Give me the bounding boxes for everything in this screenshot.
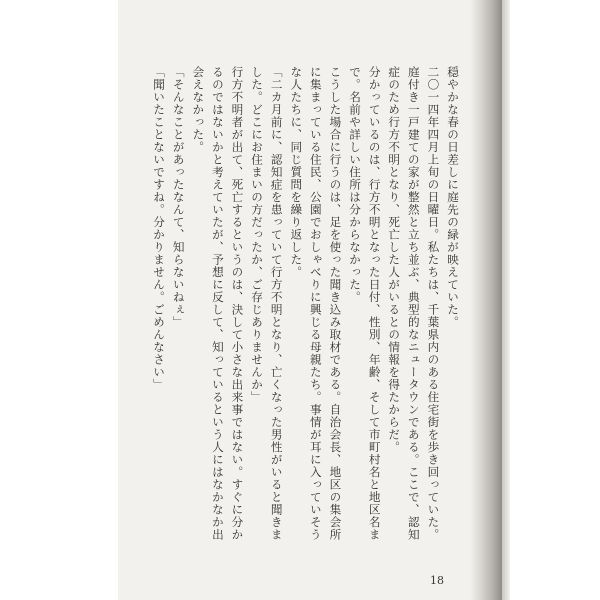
paragraph-4: こうした場合に行うのは、足を使った聞き込み取材である。自治会長、地区の集会所に集まっている住民、公園でおしゃべりに興じる母親たち。事情が耳に入っていそうな人たちに、同じ質問を繰り返した。 [289, 66, 343, 541]
paragraph-2: 二〇一四年四月上旬の日曜日。私たちは、千葉県内のある住宅街を歩き回っていた。庭付き一戸建ての家が整然と立ち並ぶ、典型的なニュータウンである。ここで、認知症のため行方不明となり、死亡した人がいるとの情報を得たからだ。 [387, 66, 441, 541]
book-gutter-shadow [470, 0, 502, 600]
paragraph-5: 「二カ月前に、認知症を患っていて行方不明となり、亡くなった男性がいると聞きました。どこにお住まいの方だったか、ご存じありませんか」 [250, 66, 284, 541]
paragraph-8: 「聞いたことないですね。分かりません。ごめんなさい」 [152, 66, 167, 391]
paragraph-1: 穏やかな春の日差しに庭先の緑が映えていた。 [446, 66, 460, 329]
paragraph-6: 行方不明者が出て、死亡するというのは、決して小さな出来事ではない。すぐに分かるのではないかと考えていたが、予想に反して、知っているという人にはなかなか出会えなかった。 [191, 66, 245, 541]
page-number: 18 [430, 574, 444, 587]
paragraph-7: 「そんなことがあったなんて、知らないねぇ」 [171, 66, 186, 329]
book-gutter-edge [502, 0, 510, 600]
vertical-text-column [149, 66, 463, 542]
paragraph-3: 分かっているのは、行方不明となった日付、性別、年齢、そして市町村名と地区名まで。名前や詳しい住所は分からなかった。 [348, 66, 382, 541]
body-text-block [126, 66, 462, 542]
